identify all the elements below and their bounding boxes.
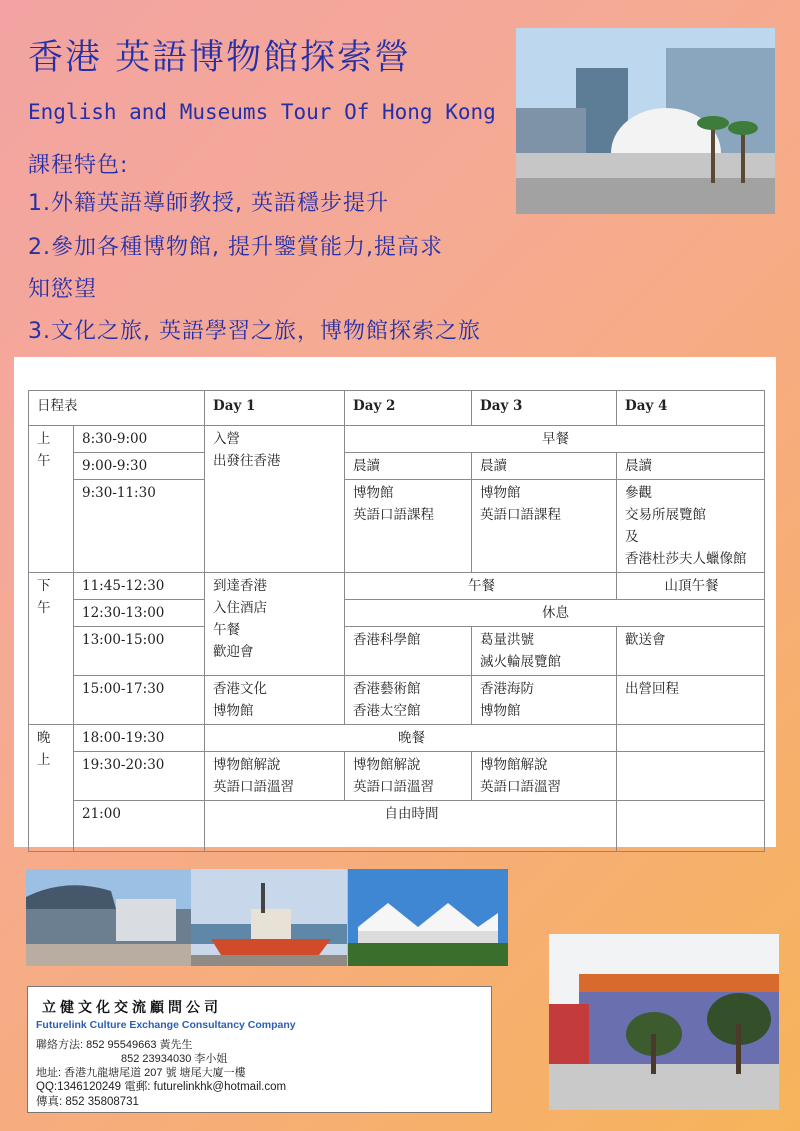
time-cell: 13:00-15:00 bbox=[74, 627, 205, 676]
table-cell: 博物館解說 英語口語溫習 bbox=[345, 752, 472, 801]
plaza-building-photo bbox=[549, 934, 779, 1110]
contact-qq-email: QQ:1346120249 電郵: futurelinkhk@hotmail.com bbox=[36, 1081, 287, 1093]
feature-item-3: 3.文化之旅, 英語學習之旅，博物館探索之旅 bbox=[28, 319, 481, 344]
schedule-table bbox=[28, 390, 765, 852]
time-cell: 21:00 bbox=[74, 801, 205, 852]
table-cell: 晨讀 bbox=[345, 453, 472, 480]
table-row bbox=[29, 426, 765, 453]
contact-phone-2: 852 23934030 李小姐 bbox=[121, 1053, 228, 1065]
time-cell: 11:45-12:30 bbox=[74, 573, 205, 600]
page-title: 香港 英語博物館探索營 bbox=[28, 38, 412, 78]
time-cell: 12:30-13:00 bbox=[74, 600, 205, 627]
time-cell: 9:30-11:30 bbox=[74, 480, 205, 573]
time-cell: 19:30-20:30 bbox=[74, 752, 205, 801]
day-header: Day 4 bbox=[617, 391, 765, 426]
feature-item-2: 2.參加各種博物館, 提升鑒賞能力,提高求 bbox=[28, 235, 443, 260]
table-cell: 晨讀 bbox=[472, 453, 617, 480]
table-row bbox=[29, 573, 765, 600]
feature-item-1: 1.外籍英語導師教授, 英語穩步提升 bbox=[28, 191, 389, 216]
feature-item-2-cont: 知慾望 bbox=[28, 277, 98, 302]
table-cell: 歡送會 bbox=[617, 627, 765, 676]
table-cell: 晨讀 bbox=[617, 453, 765, 480]
peak-tower-photo bbox=[26, 869, 191, 966]
table-cell: 出營回程 bbox=[617, 676, 765, 725]
time-cell: 18:00-19:30 bbox=[74, 725, 205, 752]
table-cell: 博物館解說 英語口語溫習 bbox=[472, 752, 617, 801]
contact-info-box bbox=[27, 986, 492, 1113]
table-cell: 山頂午餐 bbox=[617, 573, 765, 600]
features-heading: 課程特色: bbox=[28, 153, 129, 178]
day-header: Day 3 bbox=[472, 391, 617, 426]
table-row bbox=[29, 676, 765, 725]
contact-address: 地址: 香港九龍塘尾道 207 號 塘尾大廈一樓 bbox=[36, 1067, 246, 1079]
coastal-defence-museum-photo bbox=[348, 869, 508, 966]
table-row bbox=[29, 725, 765, 752]
table-cell: 博物館 英語口語課程 bbox=[345, 480, 472, 573]
contact-fax: 傳真: 852 35808731 bbox=[36, 1096, 139, 1108]
page-subtitle: English and Museums Tour Of Hong Kong bbox=[28, 100, 496, 124]
table-row bbox=[29, 627, 765, 676]
table-cell: 香港文化 博物館 bbox=[205, 676, 345, 725]
table-cell: 自由時間 bbox=[205, 801, 617, 852]
company-name-cn: 立健文化交流顧問公司 bbox=[42, 1000, 222, 1016]
table-cell: 晚餐 bbox=[205, 725, 617, 752]
table-row bbox=[29, 391, 765, 426]
contact-phone-1: 聯絡方法: 852 95549663 黃先生 bbox=[36, 1039, 193, 1051]
day-header: Day 1 bbox=[205, 391, 345, 426]
fireboat-photo bbox=[191, 869, 347, 966]
table-cell: 博物館解說 英語口語溫習 bbox=[205, 752, 345, 801]
table-cell: 參觀 交易所展覽館 及 香港杜莎夫人蠟像館 bbox=[617, 480, 765, 573]
table-cell: 香港海防 博物館 bbox=[472, 676, 617, 725]
period-evening: 晚 上 bbox=[29, 725, 74, 852]
table-cell: 葛量洪號 滅火輪展覽館 bbox=[472, 627, 617, 676]
table-cell bbox=[617, 752, 765, 801]
time-cell: 9:00-9:30 bbox=[74, 453, 205, 480]
period-afternoon: 下 午 bbox=[29, 573, 74, 725]
space-museum-photo bbox=[516, 28, 775, 214]
table-cell bbox=[617, 725, 765, 752]
table-cell bbox=[617, 801, 765, 852]
schedule-panel bbox=[14, 357, 776, 847]
table-row bbox=[29, 600, 765, 627]
table-cell: 午餐 bbox=[345, 573, 617, 600]
table-cell: 博物館 英語口語課程 bbox=[472, 480, 617, 573]
table-cell: 休息 bbox=[345, 600, 765, 627]
table-cell: 早餐 bbox=[345, 426, 765, 453]
table-cell: 香港科學館 bbox=[345, 627, 472, 676]
time-cell: 8:30-9:00 bbox=[74, 426, 205, 453]
day-header: Day 2 bbox=[345, 391, 472, 426]
table-row bbox=[29, 480, 765, 573]
schedule-corner-label: 日程表 bbox=[29, 391, 205, 426]
period-morning: 上 午 bbox=[29, 426, 74, 573]
time-cell: 15:00-17:30 bbox=[74, 676, 205, 725]
table-row bbox=[29, 453, 765, 480]
company-name-en: Futurelink Culture Exchange Consultancy Company bbox=[36, 1019, 296, 1031]
table-row bbox=[29, 801, 765, 852]
table-row bbox=[29, 752, 765, 801]
table-cell: 香港藝術館 香港太空館 bbox=[345, 676, 472, 725]
table-cell: 入營 出發往香港 bbox=[205, 426, 345, 573]
table-cell: 到達香港 入住酒店 午餐 歡迎會 bbox=[205, 573, 345, 676]
